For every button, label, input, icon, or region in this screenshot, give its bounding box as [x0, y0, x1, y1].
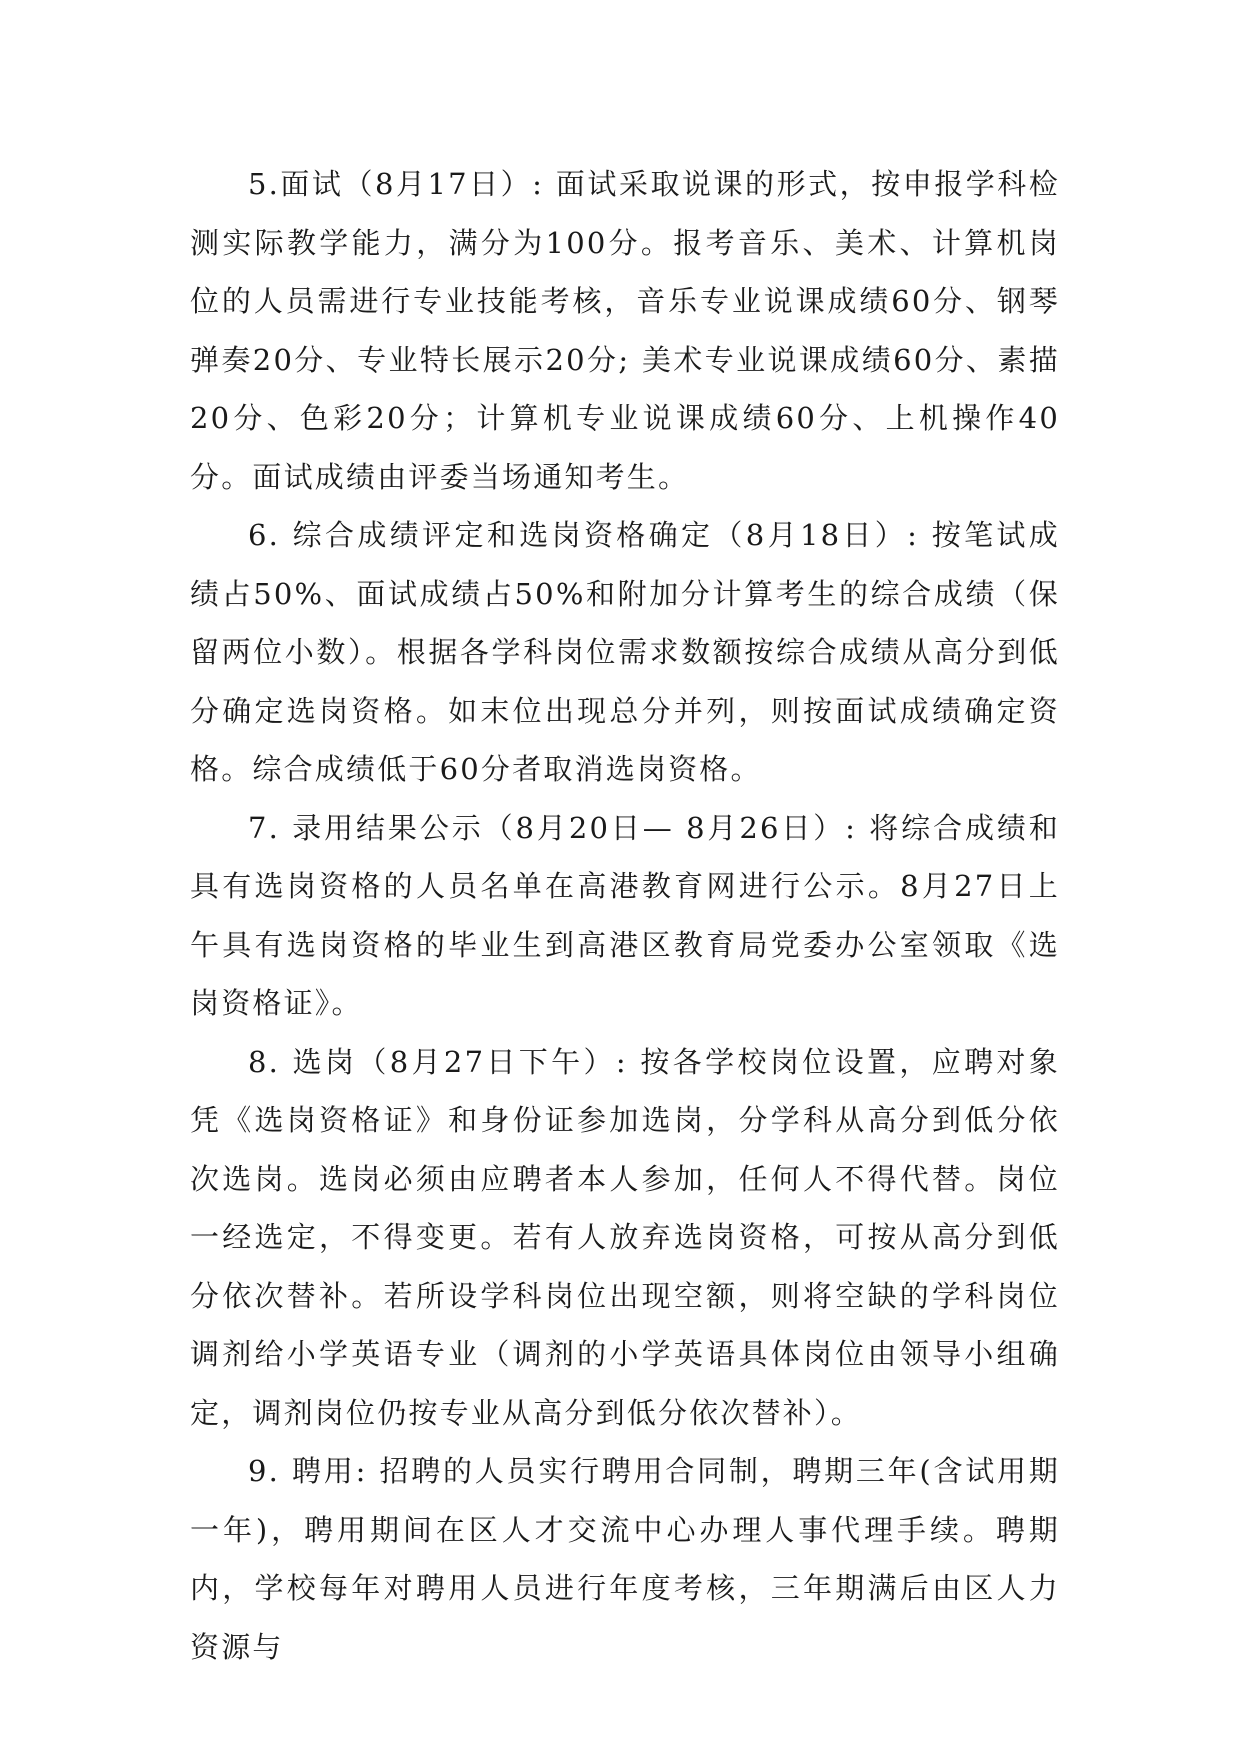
- paragraph-overall-score: 6. 综合成绩评定和选岗资格确定（8月18日）: 按笔试成绩占50%、面试成绩占50%和附加分计算考生的综合成绩（保留两位小数）。根据各学科岗位需求数额按综合成绩从高分到低分确定选岗资格。如末位出现总分并列，则按面试成绩确定资格。综合成绩低于60分者取消选岗资格。: [190, 518, 1060, 786]
- paragraph-result-announcement: 7. 录用结果公示（8月20日— 8月26日）: 将综合成绩和具有选岗资格的人员名单在高港教育网进行公示。8月27日上午具有选岗资格的毕业生到高港区教育局党委办公室领取《选岗资格证》。: [190, 810, 1060, 1020]
- document-page: [190, 155, 1060, 1676]
- paragraph-interview: 5.面试（8月17日）: 面试采取说课的形式，按申报学科检测实际教学能力，满分为100分。报考音乐、美术、计算机岗位的人员需进行专业技能考核，音乐专业说课成绩60分、钢琴弹奏20分、专业特长展示20分; 美术专业说课成绩60分、素描20分、色彩20分；计算机专业说课成绩60分、上机操作40分。面试成绩由评委当场通知考生。: [190, 167, 1060, 494]
- paragraph-post-selection: 8. 选岗（8月27日下午）: 按各学校岗位设置，应聘对象凭《选岗资格证》和身份证参加选岗，分学科从高分到低分依次选岗。选岗必须由应聘者本人参加，任何人不得代替。岗位一经选定，不得变更。若有人放弃选岗资格，可按从高分到低分依次替补。若所设学科岗位出现空额，则将空缺的学科岗位调剂给小学英语专业（调剂的小学英语具体岗位由领导小组确定，调剂岗位仍按专业从高分到低分依次替补）。: [190, 1044, 1060, 1430]
- paragraph-employment: 9. 聘用: 招聘的人员实行聘用合同制，聘期三年(含试用期一年)，聘用期间在区人才交流中心办理人事代理手续。聘期内，学校每年对聘用人员进行年度考核，三年期满后由区人力资源与: [190, 1454, 1060, 1664]
